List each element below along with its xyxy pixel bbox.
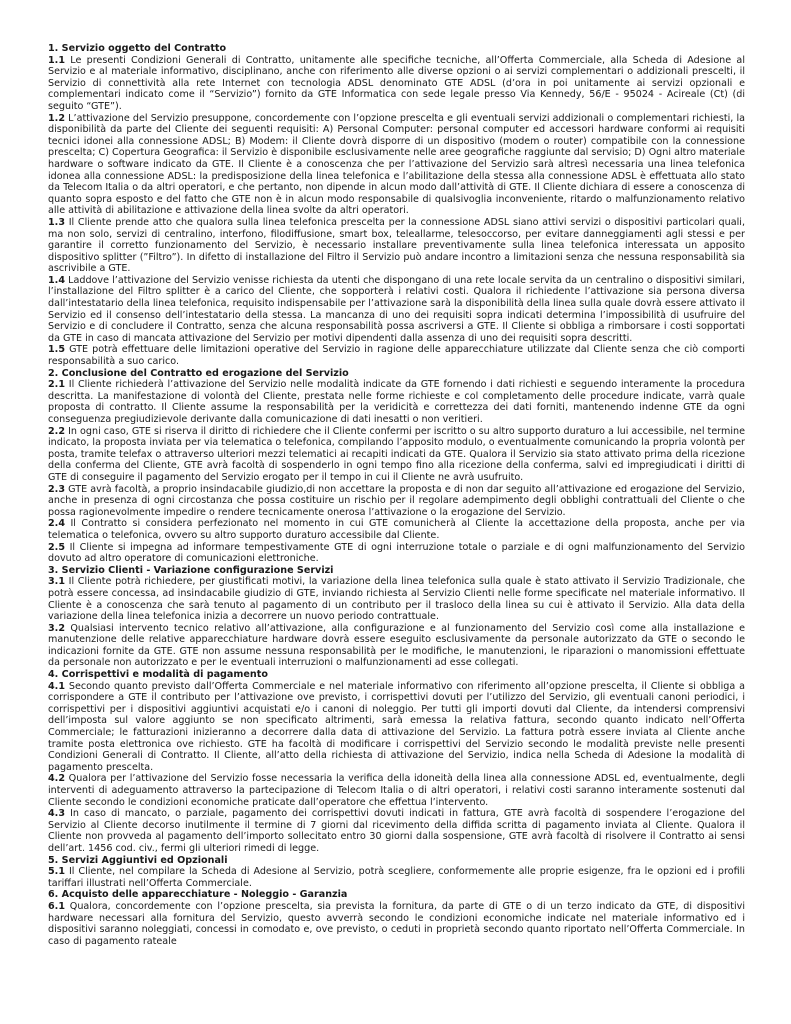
clause-number: 2.5 [48,541,65,553]
clause-paragraph [48,808,745,854]
clause-paragraph [48,113,745,217]
clause-number: 4.1 [48,680,65,692]
clause-paragraph [48,275,745,345]
clause-paragraph [48,576,745,622]
clause-text: In caso di mancato, o parziale, pagamento dei corrispettivi dovuti indicati in fattura, GTE avrà facoltà di sospendere l’erogazione del Servizio al Cliente decorso inutilmente il termine di 7 giorni dal ricevimento della diffida scritta di pagamento inviata al Cliente. Qualora il Cliente non provveda al pagamento dell’importo sollecitato entro 30 giorni dalla sospensione, GTE avrà facoltà di risolvere il Contratto ai sensi dell’art. 1456 cod. civ., fermi gli ulteriori rimedi di legge. [48,808,745,854]
section-heading: 3. Servizio Clienti - Variazione configurazione Servizi [48,564,334,576]
clause-text: Qualsiasi intervento tecnico relativo all’attivazione, alla configurazione e al funzionamento del Servizio così come alla installazione e manutenzione delle relative apparecchiature hardware dovrà essere eseguito esclusivamente da personale autorizzato da GTE o secondo le indicazioni fornite da GTE. GTE non assume nessuna responsabilità per le modifiche, le manutenzioni, le riparazioni o manomissioni effettuate da personale non autorizzato e per le eventuali interruzioni o malfunzionamenti ad esse collegati. [48,622,745,669]
clause-number: 4.3 [48,808,65,820]
section-heading: 2. Conclusione del Contratto ed erogazione del Servizio [48,367,349,379]
clause-paragraph [48,542,745,565]
clause-text: Il Cliente prende atto che qualora sulla linea telefonica prescelta per la connessione ADSL siano attivi servizi o dispositivi particolari quali, ma non solo, servizi di centralino, interfono, filodiffusione, smart box, teleallarme, telesoccorso, per evitare danneggiamenti agli stessi e per garantire il corretto funzionamento del Servizio, è necessario installare preventivamente sulla linea telefonica interessata un apposito dispositivo splitter (”Filtro”). In difetto di installazione del Filtro il Servizio può andare incontro a limitazioni senza che nessuna responsabilità sia ascrivibile a GTE. [48,216,745,275]
clause-number: 1.3 [48,216,65,228]
clause-number: 2.1 [48,379,65,391]
clause-paragraph [48,484,745,519]
clause-number: 2.4 [48,518,65,530]
clause-paragraph [48,681,745,774]
clause-number: 1.5 [48,344,65,356]
clause-text: Le presenti Condizioni Generali di Contratto, unitamente alle specifiche tecniche, all’Offerta Commerciale, alla Scheda di Adesione al Servizio e al materiale informativo, disciplinano, anche con riferimento alle diverse opzioni o ai servizi complementari o addizionali prescelti, il Servizio di connettività alla rete Internet con tecnologia ADSL denominato GTE ADSL (d’ora in poi unitamente ai servizi opzionali e complementari indicato come il “Servizio”) fornito da GTE Informatica con sede legale presso Via Kennedy, 56/E - 95024 - Acireale (Ct) (di seguito “GTE”). [48,54,745,112]
clause-paragraph [48,773,745,808]
clause-paragraph [48,217,745,275]
clause-paragraph [48,55,745,113]
clause-paragraph [48,379,745,425]
clause-paragraph [48,518,745,541]
section-heading: 1. Servizio oggetto del Contratto [48,43,227,54]
clause-text: L’attivazione del Servizio presuppone, concordemente con l’opzione prescelta e gli eventuali servizi addizionali o complementari richiesti, la disponibilità da parte del Cliente dei seguenti requisiti: A) Personal Computer: personal computer ed accessori hardware conformi ai requisiti tecnici idonei alla connessione ADSL; B) Modem: il Cliente dovrà disporre di un dispositivo (modem o router) compatibile con la connessione prescelta; C) Copertura Geografica: il Servizio è disponibile esclusivamente nelle aree geografiche raggiunte dal servisio; D) Ogni altro materiale hardware o software indicato da GTE. Il Cliente è a conoscenza che per l’attivazione del Servizio sarà altresì necessaria una linea telefonica idonea alla connessione ADSL: la predisposizione della linea telefonica e l’abilitazione della stessa alla connessione ADSL è effettuata allo stato da Telecom Italia o da altri operatori, e che pertanto, non dipende in alcun modo dall’attività di GTE. Il Cliente dichiara di essere a conoscenza di quanto sopra esposto e del fatto che GTE non è in alcun modo responsabile di qualsivoglia inconveniente, ritardo o malfunzionamento relativo alle attività di abilitazione e attivazione della linea svolte da altri operatori. [48,112,746,217]
clause-number: 1.1 [48,54,65,66]
clause-text: Laddove l’attivazione del Servizio venisse richiesta da utenti che dispongano di una rete locale servita da un centralino o dispositivi similari, l’installazione del Filtro splitter è a carico del Cliente, che sopporterà i relativi costi. Qualora il richiedente l’attivazione sia persona diversa dall’intestatario della linea telefonica, requisito indispensabile per l’attivazione sarà la disponibilità della linea sulla quale dovrà essere attivato il Servizio ed il consenso dell’intestatario della stessa. La mancanza di uno dei requisiti sopra indicati determina l’impossibilità di usufruire del Servizio e di concludere il Contratto, senza che alcuna responsabilità possa ascriversi a GTE. Il Cliente si obbliga a rimborsare i costi sopportati da GTE in caso di mancata attivazione del Servizio per motivi dipendenti dalla assenza di uno dei requisiti sopra descritti. [48,274,745,344]
clause-number: 1.4 [48,274,65,286]
clause-paragraph [48,623,745,669]
clause-paragraph [48,344,745,367]
clause-number: 3.1 [48,576,65,588]
clause-text: Il Cliente, nel compilare la Scheda di Adesione al Servizio, potrà scegliere, conformemente alle proprie esigenze, fra le opzioni ed i profili tariffari illustrati nell’Offerta Commerciale. [48,866,745,889]
clause-number: 3.2 [48,622,65,634]
clause-number: 2.3 [48,483,65,495]
clause-text: Secondo quanto previsto dall’Offerta Commerciale e nel materiale informativo con riferimento all’opzione prescelta, il Cliente si obbliga a corrispondere a GTE il contributo per l’attivazione ove previsto, i corrispettivi dovuti per l’utilizzo del Servizio, gli eventuali canoni periodici, i corrispettivi per i dispositivi aggiuntivi acquistati e/o i canoni di noleggio. Per tutti gli importi dovuti dal Cliente, da intendersi comprensivi dell’imposta sul valore aggiunto se non specificato altrimenti, sarà emessa la relativa fattura, secondo quanto indicato nell’Offerta Commerciale; le fatturazioni inizieranno a decorrere dalla data di attivazione del Servizio. La fattura potrà essere inviata al Cliente anche tramite posta elettronica ove richiesto. GTE ha facoltà di modificare i corrispettivi del Servizio secondo le modalità previste nelle presenti Condizioni Generali di Contratto. Il Cliente, all’atto della richiesta di attivazione del Servizio, indica nella Scheda di Adesione la modalità di pagamento prescelta. [48,680,745,773]
clause-number: 5.1 [48,866,65,878]
clause-text: Il Contratto si considera perfezionato nel momento in cui GTE comunicherà al Cliente la accettazione della proposta, anche per via telematica o telefonica, ovvero su altro supporto duraturo accessibile dal Cliente. [48,518,745,541]
clause-paragraph [48,901,745,947]
clause-text: GTE potrà effettuare delle limitazioni operative del Servizio in ragione delle apparecchiature utilizzate dal Cliente senza che ciò comporti responsabilità a suo carico. [48,344,745,368]
clause-number: 6.1 [48,900,65,912]
clause-text: Qualora per l’attivazione del Servizio fosse necessaria la verifica della idoneità della linea alla connessione ADSL ed, eventualmente, degli interventi di adeguamento attraverso la partecipazione di Telecom Italia o di altri operatori, i relativi costi saranno interamente sostenuti dal Cliente secondo le condizioni economiche praticate dall’operatore che effettua l’intervento. [48,773,745,808]
clause-paragraph [48,426,745,484]
clause-text: GTE avrà facoltà, a proprio insindacabile giudizio,di non accettare la proposta e di non dar seguito all’attivazione ed erogazione del Servizio, anche in presenza di ogni circostanza che possa costituire un rischio per il regolare adempimento degli obblighi contrattuali del Cliente o che possa ragionevolmente impedire o rendere tecnicamente onerosa l’attivazione o la erogazione del Servizio. [48,483,745,518]
section-heading: 4. Corrispettivi e modalità di pagamento [48,669,268,681]
section-heading: 6. Acquisto delle apparecchiature - Noleggio - Garanzia [48,889,348,901]
clause-text: In ogni caso, GTE si riserva il diritto di richiedere che il Cliente confermi per iscritto o su altro supporto duraturo a lui accessibile, nel termine indicato, la proposta inviata per via telematica o telefonica, compilando l’apposito modulo, o eventualmente comunicando la propria volontà per posta, tramite telefax o attraverso ulteriori mezzi telematici ai recapiti indicati da GTE. Qualora il Servizio sia stato attivato prima della ricezione della conferma del Cliente, GTE avrà facoltà di sospenderlo in ogni tempo fino alla ricezione della conferma, salvi ed impregiudicati i diritti di GTE di conseguire il pagamento del Servizio erogato per il tempo in cui il Cliente ne avrà usufruito. [48,425,745,483]
clause-paragraph [48,866,745,889]
section-heading: 5. Servizi Aggiuntivi ed Opzionali [48,854,228,866]
clause-number: 4.2 [48,773,65,785]
clause-text: Il Cliente potrà richiedere, per giustificati motivi, la variazione della linea telefonica sulla quale è stato attivato il Servizio Tradizionale, che potrà essere concessa, ad insindacabile giudizio di GTE, inviando richiesta al Servizio Clienti nelle forme specificate nel materiale informativo. Il Cliente è a conoscenza che sarà tenuto al pagamento di un contributo per il trasloco della linea su cui è attivato il Servizio. Alla data della variazione della linea telefonica inizia a decorrere un nuovo periodo contrattuale. [48,576,745,623]
clause-number: 1.2 [48,112,65,124]
clause-text: Il Cliente si impegna ad informare tempestivamente GTE di ogni interruzione totale o parziale e di ogni malfunzionamento del Servizio dovuto ad altro operatore di comunicazioni elettroniche. [48,541,745,565]
clause-number: 2.2 [48,425,65,437]
clause-text: Il Cliente richiederà l’attivazione del Servizio nelle modalità indicate da GTE fornendo i dati richiesti e seguendo interamente la procedura descritta. La manifestazione di volontà del Cliente, prestata nelle forme richieste e col completamento delle procedure indicate, varrà quale proposta di contratto. Il Cliente assume la responsabilità per la veridicità e correttezza dei dati forniti, mantenendo indenne GTE da ogni conseguenza pregiudizievole derivante dalla comunicazione di dati inesatti o non veritieri. [48,379,745,425]
clause-text: Qualora, concordemente con l’opzione prescelta, sia prevista la fornitura, da parte di GTE o di un terzo indicato da GTE, di dispositivi hardware necessari alla fornitura del Servizio, questo avverrà secondo le condizioni economiche indicate nel materiale informativo ed i dispositivi saranno noleggiati, concessi in comodato e, ove previsto, o ceduti in proprietà secondo quanto riportato nell’Offerta Commerciale. In caso di pagamento rateale [48,900,745,947]
